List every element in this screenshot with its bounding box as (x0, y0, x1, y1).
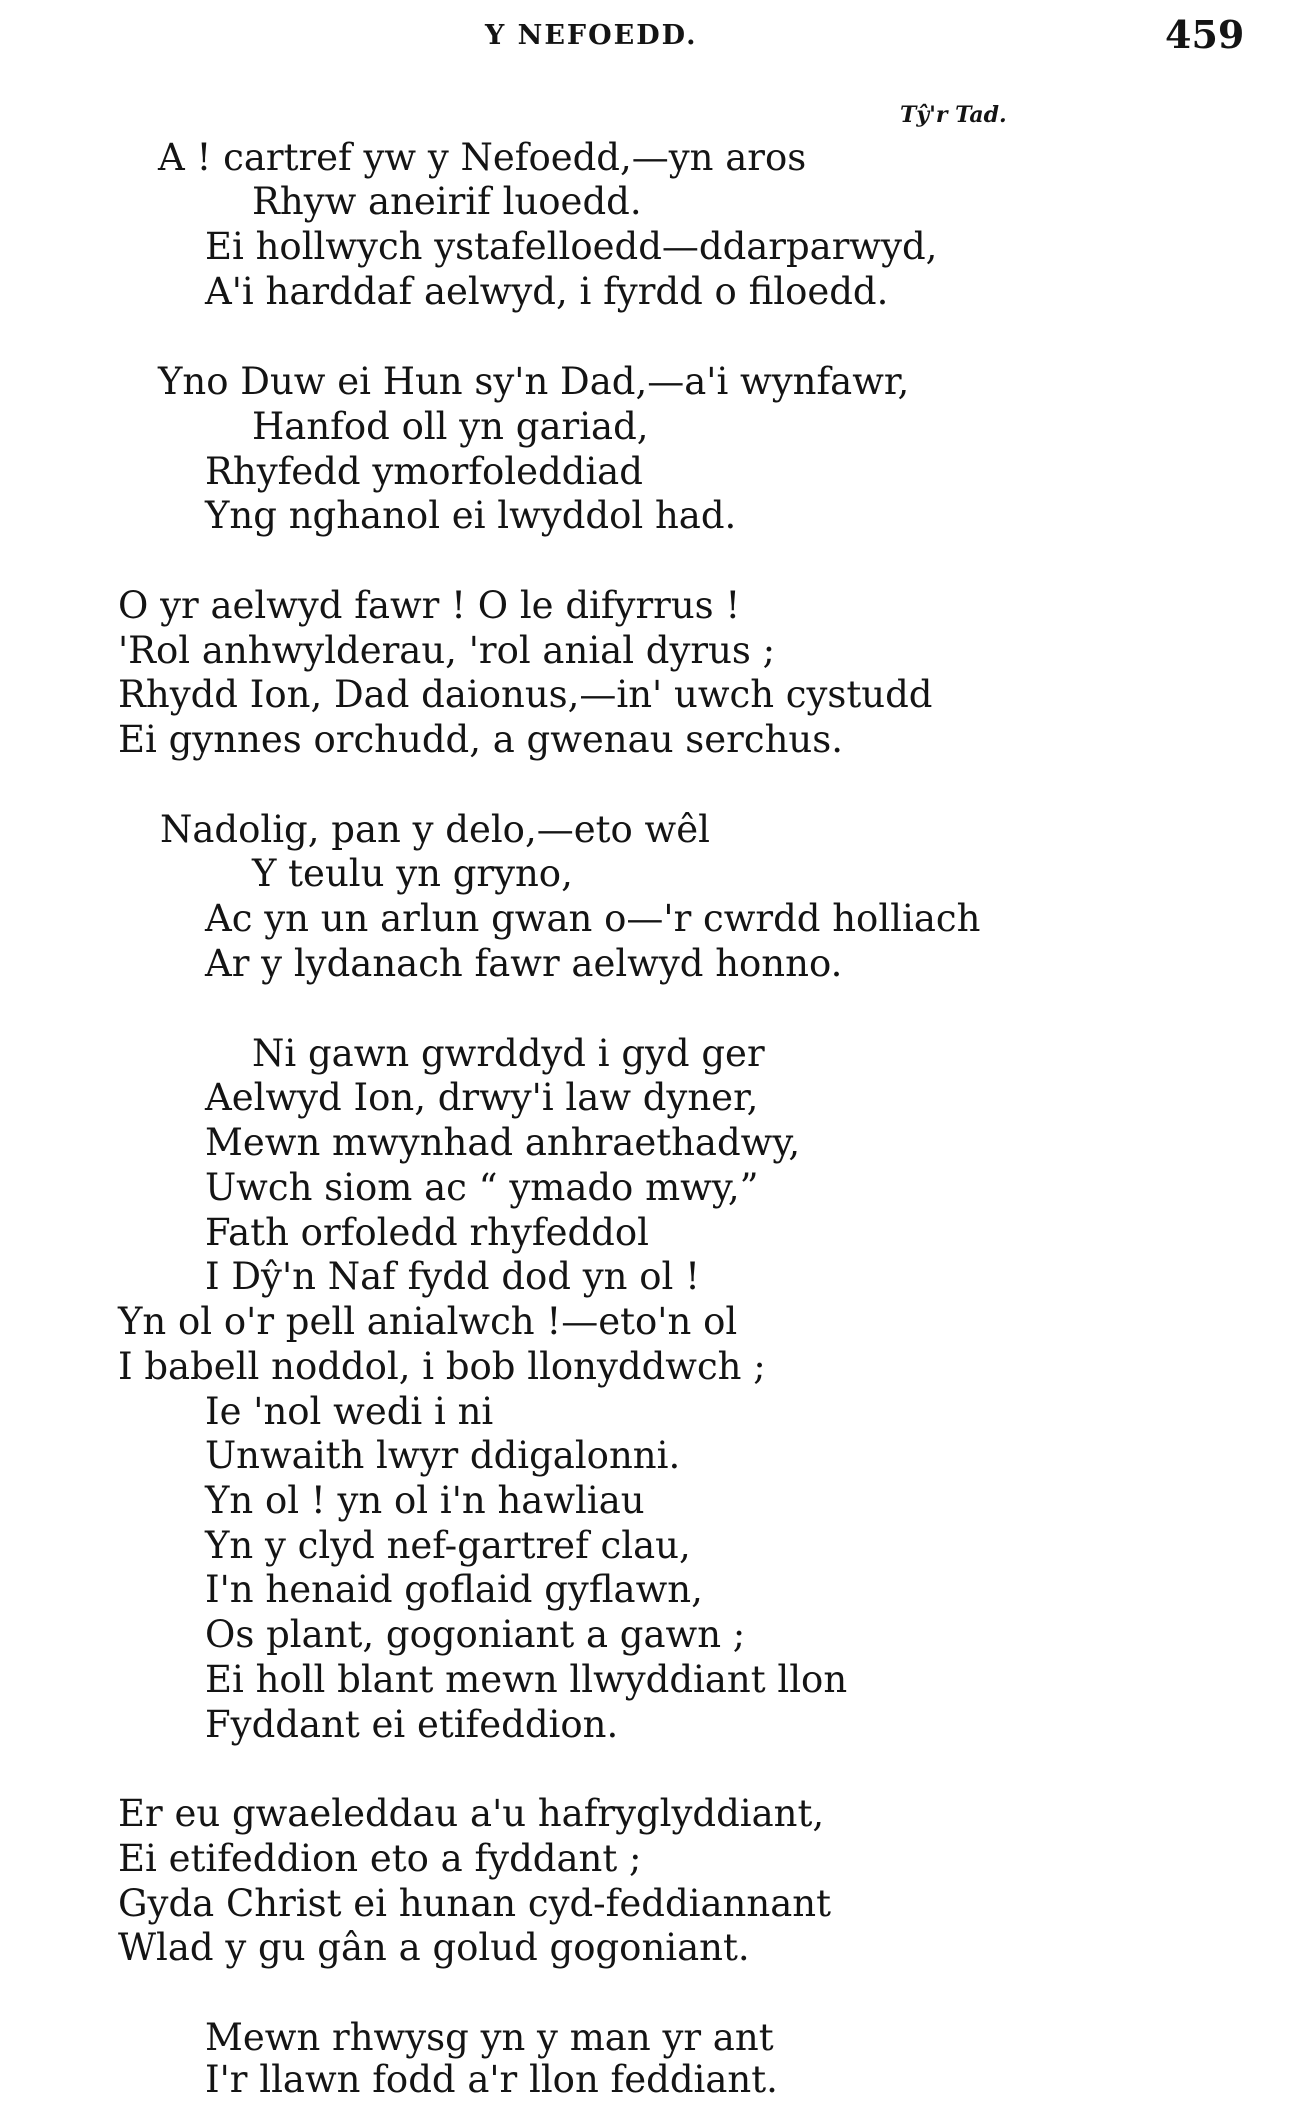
poem-line: Mewn rhwysg yn y man yr ant (205, 2016, 774, 2059)
poem-line: Yn ol ! yn ol i'n hawliau (205, 1479, 645, 1522)
poem-line: Yn ol o'r pell anialwch !—eto'n ol (118, 1300, 738, 1343)
poem-line: Fath orfoledd rhyfeddol (205, 1211, 649, 1254)
poem-line: Ei etifeddion eto a fyddant ; (118, 1837, 642, 1880)
poem-line: Nadolig, pan y delo,—eto wêl (160, 808, 710, 851)
poem-line: I babell noddol, i bob llonyddwch ; (118, 1345, 766, 1388)
poem-line: Unwaith lwyr ddigalonni. (205, 1434, 681, 1477)
poem-line: O yr aelwyd fawr ! O le difyrrus ! (118, 584, 741, 627)
poem-line: Y teulu yn gryno, (252, 852, 573, 895)
poem-line: Yno Duw ei Hun sy'n Dad,—a'i wynfawr, (158, 360, 910, 403)
poem-line: Ie 'nol wedi i ni (205, 1390, 494, 1433)
poem-line: I Dŷ'n Naf fydd dod yn ol ! (205, 1255, 700, 1298)
poem-line: Yng nghanol ei lwyddol had. (205, 494, 737, 537)
poem-line: Rhydd Ion, Dad daionus,—in' uwch cystudd (118, 673, 933, 716)
poem-line: Os plant, gogoniant a gawn ; (205, 1613, 746, 1656)
poem-line: 'Rol anhwylderau, 'rol anial dyrus ; (118, 629, 776, 672)
poem-line: Ni gawn gwrddyd i gyd ger (252, 1032, 765, 1075)
attribution: Tŷ'r Tad. (900, 102, 1007, 128)
poem-line: Aelwyd Ion, drwy'i law dyner, (205, 1076, 759, 1119)
poem-line: Ei holl blant mewn llwyddiant llon (205, 1658, 848, 1701)
poem-line: Ac yn un arlun gwan o—'r cwrdd holliach (205, 897, 981, 940)
poem-line: Hanfod oll yn gariad, (252, 405, 649, 448)
poem-line: Rhyfedd ymorfoleddiad (205, 450, 643, 493)
poem-line: A'i harddaf aelwyd, i fyrdd o filoedd. (205, 270, 889, 313)
poem-line: I'n henaid goflaid gyflawn, (205, 1568, 703, 1611)
page-header (0, 12, 1299, 57)
poem-line: Gyda Christ ei hunan cyd-feddiannant (118, 1882, 831, 1925)
running-title: Y NEFOEDD. (485, 20, 698, 51)
poem-line: Fyddant ei etifeddion. (205, 1703, 619, 1746)
poem-line: Ei gynnes orchudd, a gwenau serchus. (118, 718, 843, 761)
poem-line: Uwch siom ac “ ymado mwy,” (205, 1166, 759, 1209)
poem-line: Yn y clyd nef-gartref clau, (205, 1524, 691, 1567)
poem-line: Rhyw aneirif luoedd. (252, 180, 642, 223)
poem-line: Er eu gwaeleddau a'u hafryglyddiant, (118, 1792, 825, 1835)
poem-line: Ar y lydanach fawr aelwyd honno. (205, 942, 843, 985)
poem-line: I'r llawn fodd a'r llon feddiant. (205, 2058, 778, 2101)
poem-line: Wlad y gu gân a golud gogoniant. (118, 1926, 750, 1969)
poem-line: A ! cartref yw y Nefoedd,—yn aros (158, 136, 807, 179)
poem-line: Mewn mwynhad anhraethadwy, (205, 1121, 801, 1164)
page-number: 459 (1165, 12, 1245, 57)
poem-line: Ei hollwych ystafelloedd—ddarparwyd, (205, 225, 938, 268)
